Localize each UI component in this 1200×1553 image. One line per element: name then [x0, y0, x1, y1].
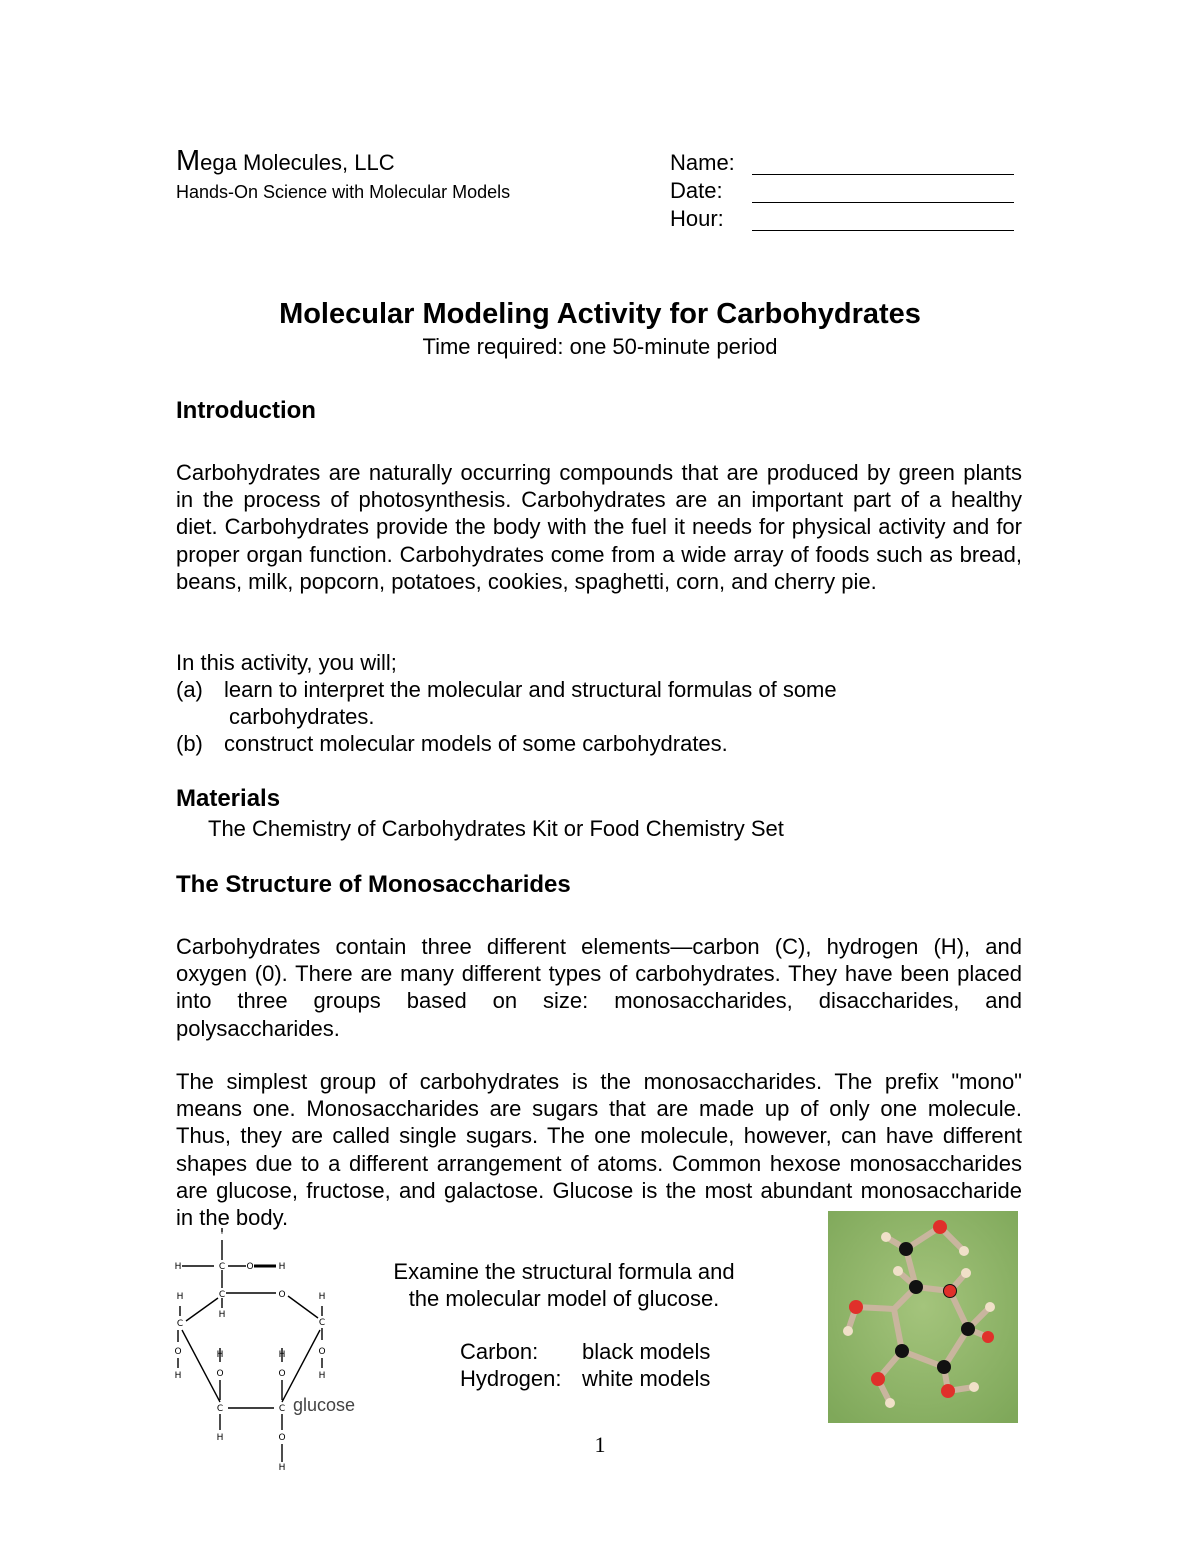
- svg-text:C: C: [218, 1262, 226, 1272]
- activity-lead: In this activity, you will;: [176, 650, 397, 675]
- svg-text:O: O: [278, 1290, 286, 1300]
- svg-text:H: H: [318, 1292, 326, 1302]
- list-item-a: [176, 677, 203, 703]
- examine-line-2: the molecular model of glucose.: [408, 1286, 720, 1311]
- list-marker-a: (a): [176, 677, 203, 702]
- introduction-heading: Introduction: [176, 397, 316, 424]
- svg-text:H: H: [176, 1292, 184, 1302]
- company-tagline: Hands-On Science with Molecular Models: [176, 182, 511, 202]
- legend-hydrogen-key: Hydrogen:: [460, 1366, 562, 1391]
- examine-caption: [372, 1258, 756, 1312]
- hour-label: Hour:: [670, 206, 724, 231]
- svg-text:O: O: [318, 1347, 326, 1357]
- legend-carbon-value: black models: [582, 1339, 711, 1364]
- svg-text:O: O: [216, 1369, 224, 1379]
- svg-text:C: C: [218, 1290, 226, 1300]
- company-name: [176, 145, 395, 178]
- monosaccharides-paragraph-1: [176, 933, 1022, 1042]
- list-item-a-line2: carbohydrates.: [229, 704, 375, 729]
- svg-text:H: H: [278, 1463, 286, 1473]
- svg-text:': ': [220, 1231, 224, 1241]
- svg-text:H: H: [318, 1371, 326, 1381]
- materials-item: The Chemistry of Carbohydrates Kit or Food Chemistry Set: [208, 816, 784, 841]
- svg-text:C: C: [176, 1319, 184, 1329]
- date-label: Date:: [670, 178, 723, 203]
- list-item-b: [176, 731, 203, 757]
- legend-hydrogen-value: white models: [582, 1366, 711, 1391]
- examine-line-1: Examine the structural formula and: [393, 1259, 735, 1284]
- name-field[interactable]: [752, 174, 1014, 175]
- materials-heading: Materials: [176, 785, 281, 812]
- date-field[interactable]: [752, 202, 1014, 203]
- svg-text:H: H: [278, 1350, 286, 1360]
- hour-field[interactable]: [752, 230, 1014, 231]
- svg-text:C: C: [318, 1318, 326, 1328]
- page-subtitle: Time required: one 50-minute period: [422, 334, 778, 359]
- monosaccharides-text-1: Carbohydrates contain three different elements—carbon (C), hydrogen (H), and oxygen (0). There are many different types of carbohydrates. They have been placed into three groups based on size: monosaccharides, disaccharides, and polysaccharides.: [176, 934, 1022, 1041]
- list-item-a-line1: learn to interpret the molecular and structural formulas of some: [224, 677, 837, 702]
- svg-text:C: C: [278, 1404, 286, 1414]
- page-title: Molecular Modeling Activity for Carbohydrates: [279, 298, 921, 330]
- company-name-rest: ega Molecules, LLC: [200, 150, 395, 175]
- monosaccharides-text-2: The simplest group of carbohydrates is the monosaccharides. The prefix "mono" means one. Monosaccharides are sugars that are made up of only one molecule. Thus, they are called single sugars. The one molecule, however, can have different shapes due to a different arrangement of atoms. Common hexose monosaccharides are glucose, fructose, and galactose. Glucose is the most abundant monosaccharide in the body.: [176, 1069, 1022, 1231]
- monosaccharides-heading: The Structure of Monosaccharides: [176, 871, 571, 898]
- svg-text:H: H: [218, 1310, 226, 1320]
- legend-carbon-key: Carbon:: [460, 1339, 539, 1364]
- svg-text:H: H: [278, 1262, 286, 1272]
- svg-text:H: H: [174, 1371, 182, 1381]
- svg-text:O: O: [174, 1347, 182, 1357]
- glucose-model-photo: [828, 1211, 1018, 1423]
- svg-text:H: H: [216, 1350, 224, 1360]
- monosaccharides-paragraph-2: [176, 1068, 1022, 1231]
- svg-text:O: O: [278, 1369, 286, 1379]
- list-marker-b: (b): [176, 731, 203, 756]
- svg-text:O: O: [278, 1433, 286, 1443]
- name-label: Name:: [670, 150, 735, 175]
- svg-text:H: H: [216, 1433, 224, 1443]
- page-number: 1: [594, 1432, 606, 1457]
- svg-text:H: H: [174, 1262, 182, 1272]
- list-item-b-line1: construct molecular models of some carbohydrates.: [224, 731, 728, 756]
- introduction-paragraph: [176, 459, 1022, 595]
- introduction-text: Carbohydrates are naturally occurring compounds that are produced by green plants in the process of photosynthesis. Carbohydrates are an important part of a healthy diet. Carbohydrates provide the body with the fuel it needs for physical activity and for proper organ function. Carbohydrates come from a wide array of foods such as bread, beans, milk, popcorn, potatoes, cookies, spaghetti, corn, and cherry pie.: [176, 460, 1022, 594]
- diagram-label: glucose: [293, 1395, 356, 1415]
- company-initial: M: [176, 145, 201, 177]
- svg-text:C: C: [216, 1404, 224, 1414]
- svg-text:O: O: [246, 1262, 254, 1272]
